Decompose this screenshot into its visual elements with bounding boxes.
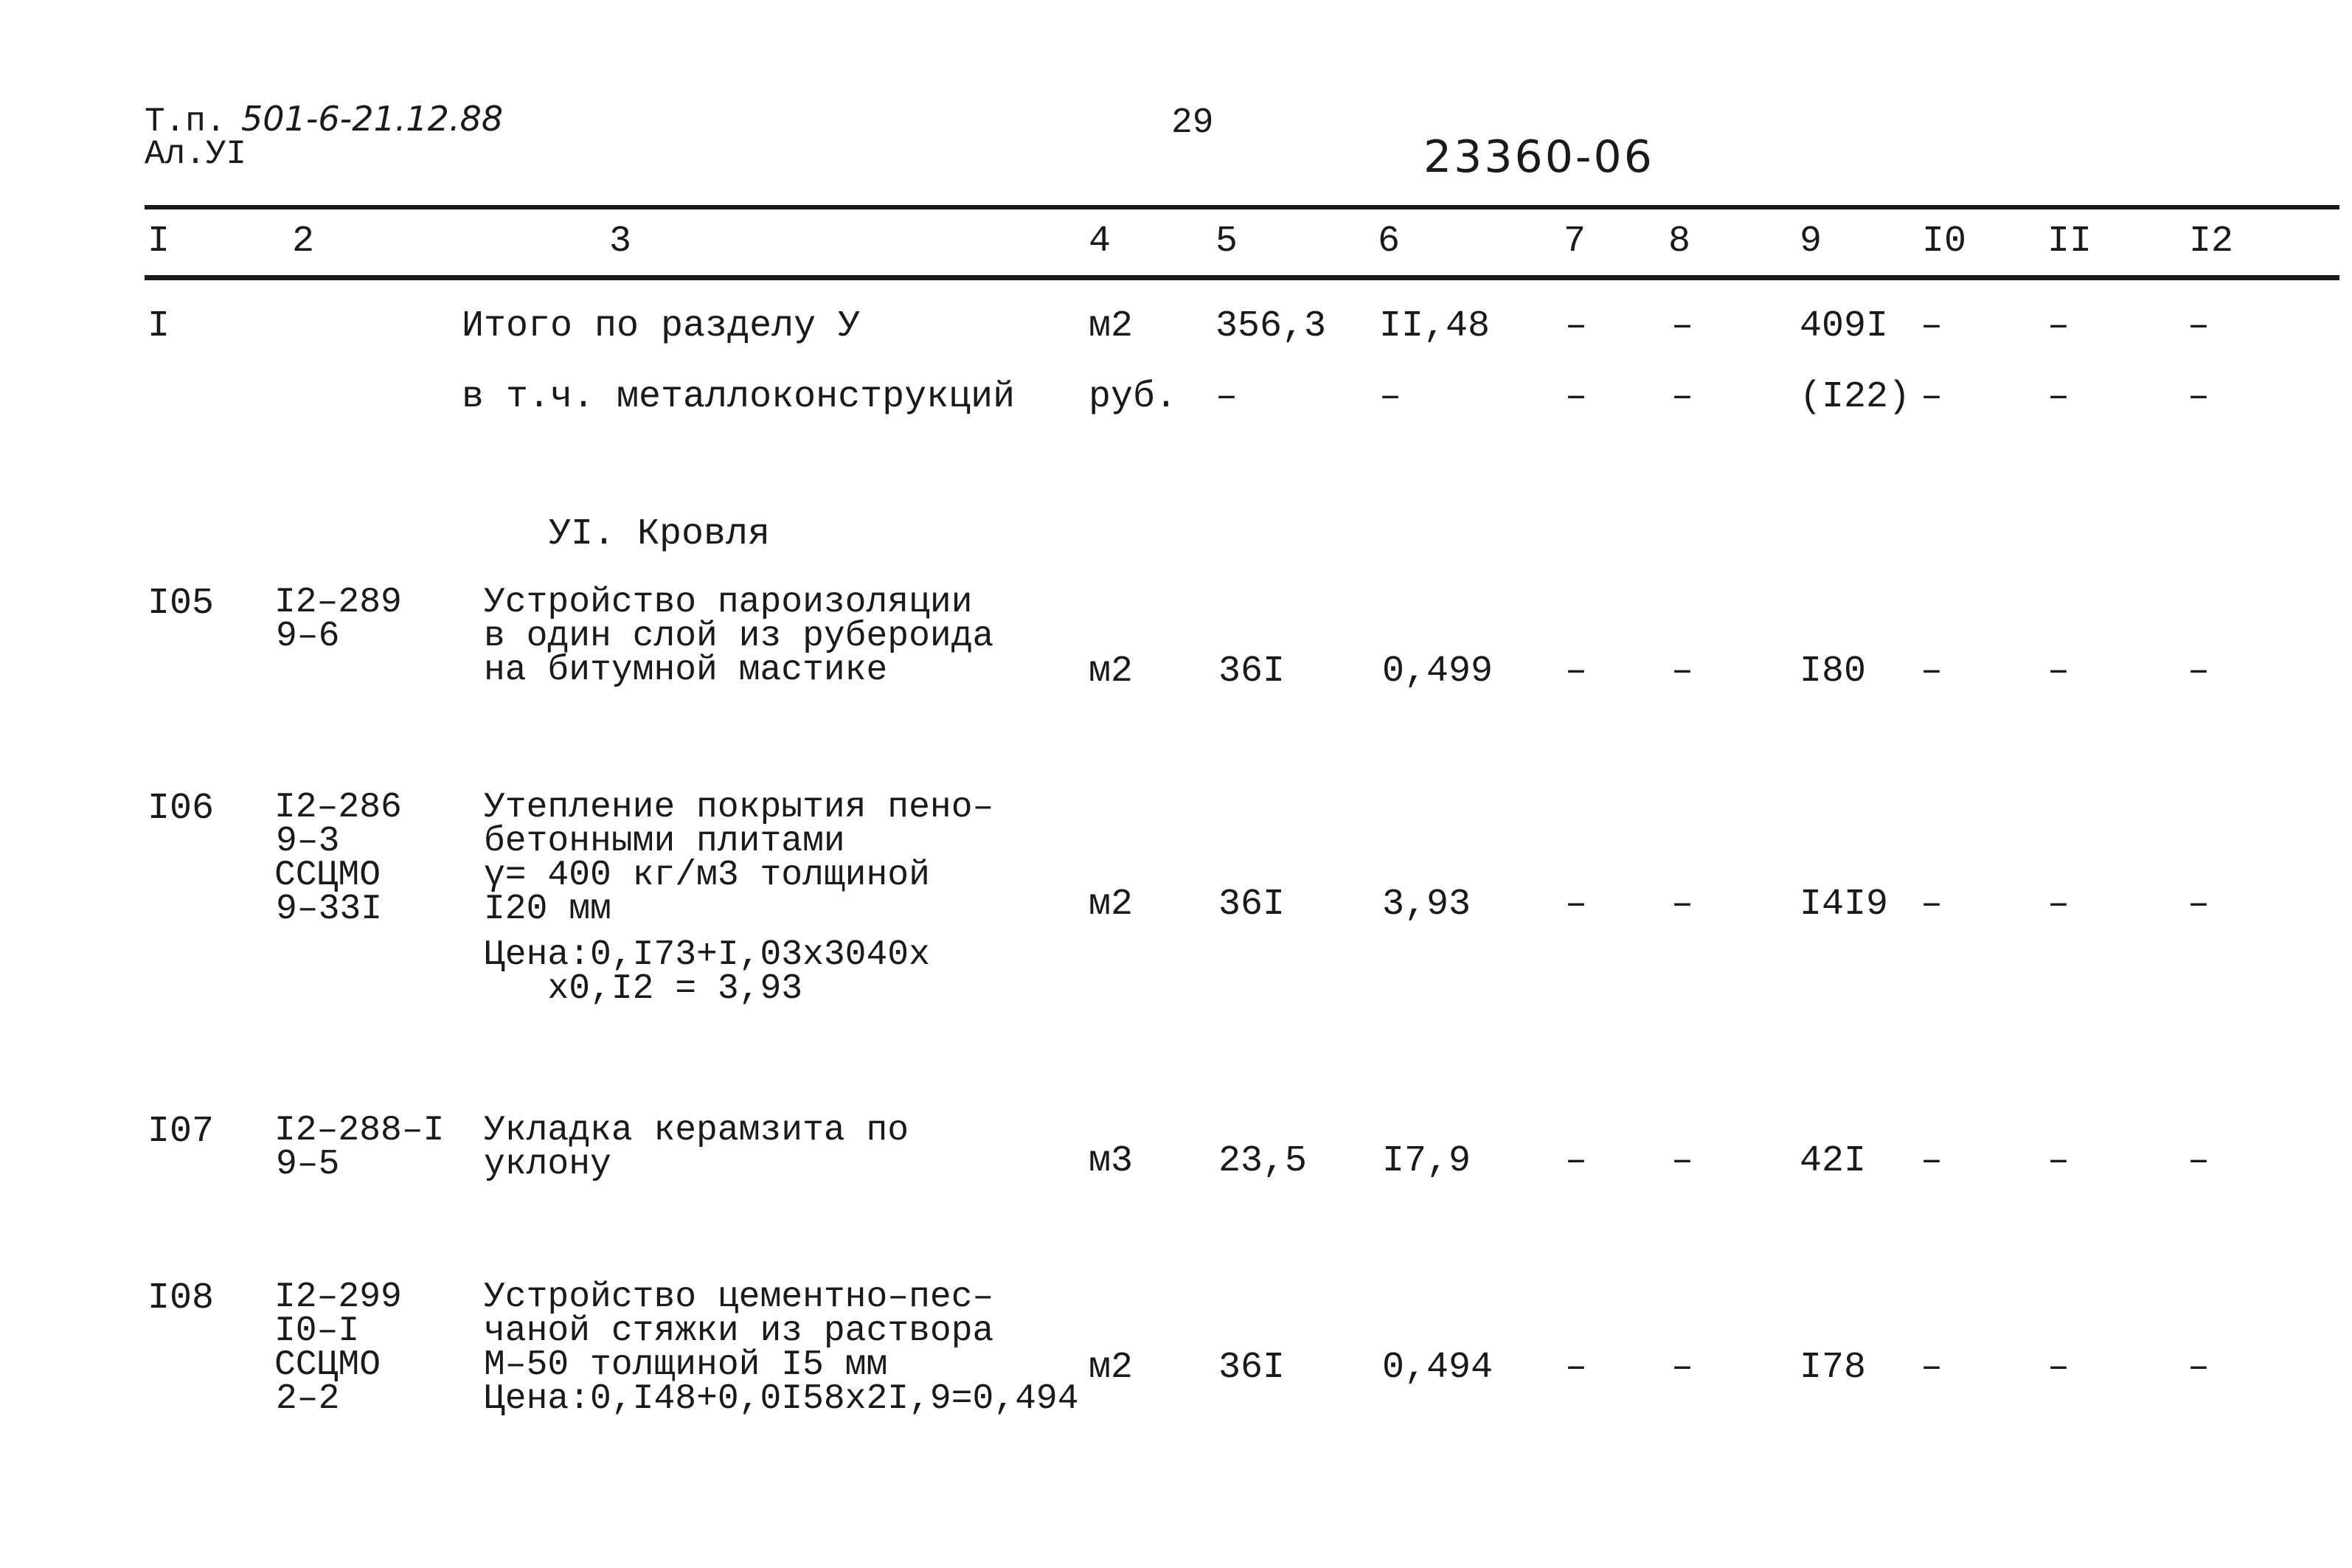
row-price: I7,9 bbox=[1382, 1140, 1471, 1182]
row-total: I4I9 bbox=[1800, 884, 1889, 926]
row-col7: – bbox=[1565, 305, 1588, 347]
row-col11: – bbox=[2047, 1140, 2070, 1182]
row-col10: – bbox=[1921, 651, 1943, 693]
row-col7: – bbox=[1565, 1140, 1588, 1182]
row-col10: – bbox=[1921, 884, 1943, 926]
row-total: I80 bbox=[1800, 651, 1867, 693]
code-line: 9–6 bbox=[276, 617, 340, 656]
code-line: 9–3 bbox=[276, 822, 340, 861]
row-total: (I22) bbox=[1800, 376, 1911, 418]
table-header-rule bbox=[145, 275, 2339, 280]
row-number: I06 bbox=[148, 788, 215, 830]
code-line: 9–5 bbox=[276, 1145, 340, 1184]
row-col7: – bbox=[1565, 376, 1588, 418]
column-header-2: 2 bbox=[292, 221, 315, 263]
row-col11: – bbox=[2047, 651, 2070, 693]
code-line: I2–288–I bbox=[274, 1111, 445, 1151]
row-total: 409I bbox=[1800, 305, 1889, 347]
row-col7: – bbox=[1565, 1347, 1588, 1389]
code-line: 2–2 bbox=[276, 1379, 340, 1419]
row-number: I bbox=[148, 305, 170, 347]
formula-line: х0,I2 = 3,93 bbox=[484, 969, 803, 1009]
column-header-9: 9 bbox=[1800, 221, 1822, 263]
row-unit: м2 bbox=[1089, 884, 1134, 926]
code-line: 9–33I bbox=[276, 889, 383, 929]
column-header-1: I bbox=[148, 221, 170, 263]
row-price: 3,93 bbox=[1382, 884, 1471, 926]
row-quantity: 36I bbox=[1218, 1347, 1286, 1389]
column-header-3: 3 bbox=[609, 221, 632, 263]
code-line: ССЦМО bbox=[274, 1345, 381, 1385]
row-description bbox=[484, 1111, 909, 1184]
project-prefix: Т.п. bbox=[145, 103, 226, 141]
column-header-8: 8 bbox=[1668, 221, 1691, 263]
row-col8: – bbox=[1671, 651, 1694, 693]
row-quantity: 356,3 bbox=[1215, 305, 1327, 347]
row-unit: руб. bbox=[1089, 376, 1178, 418]
row-col11: – bbox=[2047, 376, 2070, 418]
description-line: уклону bbox=[484, 1145, 611, 1184]
row-col7: – bbox=[1565, 651, 1588, 693]
row-total: 42I bbox=[1800, 1140, 1867, 1182]
row-formula bbox=[484, 935, 930, 1009]
row-code bbox=[274, 788, 402, 929]
column-header-5: 5 bbox=[1215, 221, 1238, 263]
row-col8: – bbox=[1671, 305, 1694, 347]
code-line: ССЦМО bbox=[274, 856, 381, 895]
description-line: Устройство пароизоляции bbox=[484, 583, 973, 622]
column-header-6: 6 bbox=[1378, 221, 1401, 263]
table-top-rule bbox=[145, 205, 2339, 209]
row-quantity: 36I bbox=[1218, 884, 1286, 926]
document-number: 23360-06 bbox=[1423, 131, 1654, 183]
row-quantity: – bbox=[1215, 376, 1238, 418]
description-line: на битумной мастике bbox=[484, 651, 888, 690]
row-total: I78 bbox=[1800, 1347, 1867, 1389]
row-code bbox=[274, 1111, 445, 1184]
row-col12: – bbox=[2188, 376, 2210, 418]
row-description bbox=[484, 788, 994, 929]
code-line: I2–289 bbox=[274, 583, 402, 622]
row-col10: – bbox=[1921, 1347, 1943, 1389]
project-number: 501-6-21.12.88 bbox=[241, 99, 504, 139]
row-price: 0,499 bbox=[1382, 651, 1494, 693]
row-unit: м2 bbox=[1089, 651, 1134, 693]
description-line: в один слой из рубероида bbox=[484, 617, 994, 656]
column-header-4: 4 bbox=[1089, 221, 1111, 263]
row-number: I05 bbox=[148, 583, 215, 625]
row-description bbox=[484, 1277, 1079, 1419]
row-col12: – bbox=[2188, 884, 2210, 926]
row-code bbox=[274, 583, 402, 656]
row-col10: – bbox=[1921, 376, 1943, 418]
row-col11: – bbox=[2047, 884, 2070, 926]
album-label: Ал.УI bbox=[145, 135, 247, 173]
description-line: Цена:0,I48+0,0I58х2I,9=0,494 bbox=[484, 1379, 1079, 1419]
code-line: I0–I bbox=[274, 1311, 360, 1351]
row-col12: – bbox=[2188, 305, 2210, 347]
row-col12: – bbox=[2188, 1140, 2210, 1182]
row-price: – bbox=[1379, 376, 1402, 418]
description-line: γ= 400 кг/м3 толщиной bbox=[484, 856, 930, 895]
row-col8: – bbox=[1671, 884, 1694, 926]
row-col11: – bbox=[2047, 1347, 2070, 1389]
row-unit: м2 bbox=[1089, 1347, 1134, 1389]
description-line: I20 мм bbox=[484, 889, 611, 929]
row-col11: – bbox=[2047, 305, 2070, 347]
row-quantity: 23,5 bbox=[1218, 1140, 1308, 1182]
column-header-11: II bbox=[2047, 221, 2092, 263]
row-description: Итого по разделу У bbox=[462, 305, 861, 347]
row-col10: – bbox=[1921, 1140, 1943, 1182]
page-number: 29 bbox=[1171, 103, 1214, 143]
formula-line: Цена:0,I73+I,03х3040х bbox=[484, 935, 930, 975]
row-col8: – bbox=[1671, 376, 1694, 418]
description-line: М–50 толщиной I5 мм bbox=[484, 1345, 888, 1385]
row-col7: – bbox=[1565, 884, 1588, 926]
row-col12: – bbox=[2188, 1347, 2210, 1389]
row-description bbox=[484, 583, 994, 690]
column-header-10: I0 bbox=[1922, 221, 1967, 263]
row-unit: м3 bbox=[1089, 1140, 1134, 1182]
row-col12: – bbox=[2188, 651, 2210, 693]
description-line: чаной стяжки из раствора bbox=[484, 1311, 994, 1351]
row-number: I08 bbox=[148, 1277, 215, 1319]
description-line: бетонными плитами bbox=[484, 822, 845, 861]
row-unit: м2 bbox=[1089, 305, 1134, 347]
description-line: Укладка керамзита по bbox=[484, 1111, 909, 1151]
row-price: 0,494 bbox=[1382, 1347, 1494, 1389]
column-header-7: 7 bbox=[1564, 221, 1586, 263]
row-price: II,48 bbox=[1379, 305, 1491, 347]
column-header-12: I2 bbox=[2189, 221, 2234, 263]
code-line: I2–286 bbox=[274, 788, 402, 828]
description-line: Устройство цементно–пес– bbox=[484, 1277, 994, 1317]
row-number: I07 bbox=[148, 1111, 215, 1153]
row-col8: – bbox=[1671, 1140, 1694, 1182]
description-line: Утепление покрытия пено– bbox=[484, 788, 994, 828]
row-col8: – bbox=[1671, 1347, 1694, 1389]
row-quantity: 36I bbox=[1218, 651, 1286, 693]
row-col10: – bbox=[1921, 305, 1943, 347]
row-description: в т.ч. металлоконструкций bbox=[462, 376, 1016, 418]
code-line: I2–299 bbox=[274, 1277, 402, 1317]
section-title: УI. Кровля bbox=[549, 513, 771, 555]
row-code bbox=[274, 1277, 402, 1419]
